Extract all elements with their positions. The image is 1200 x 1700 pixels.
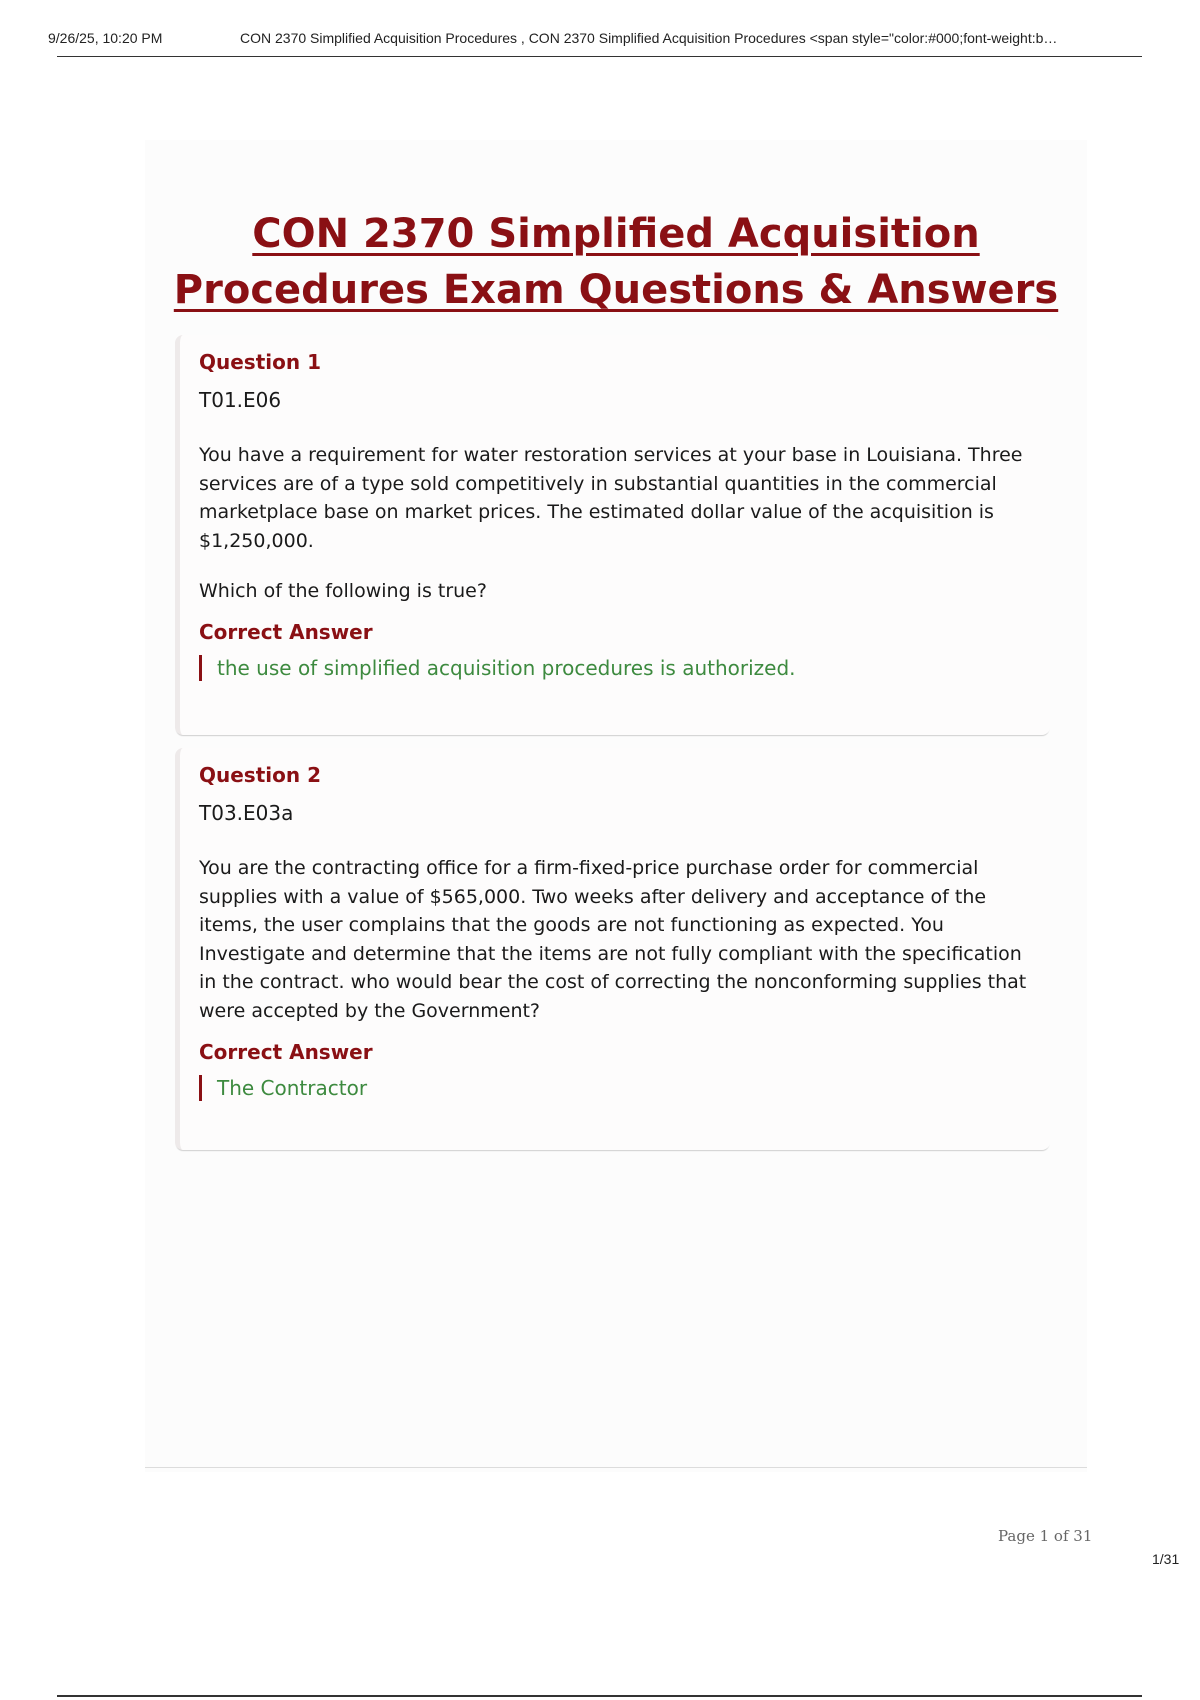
correct-answer xyxy=(199,654,1029,682)
print-page-count: 1/31 xyxy=(1152,1551,1180,1567)
answer-accent-bar xyxy=(199,1075,202,1101)
question-card xyxy=(175,748,1050,1150)
question-prompt: Which of the following is true? xyxy=(199,580,487,602)
correct-answer-text: The Contractor xyxy=(217,1076,368,1100)
correct-answer xyxy=(199,1074,1029,1102)
question-code: T03.E03a xyxy=(199,801,294,825)
header-divider xyxy=(57,56,1142,57)
question-heading: Question 2 xyxy=(199,763,321,787)
correct-answer-text: the use of simplified acquisition procedures is authorized. xyxy=(217,656,796,680)
question-code: T01.E06 xyxy=(199,388,282,412)
print-header xyxy=(0,0,1200,60)
bottom-divider xyxy=(57,1695,1142,1697)
print-date: 9/26/25, 10:20 PM xyxy=(48,30,163,46)
question-text: You are the contracting office for a firm-fixed-price purchase order for commercial supplies with a value of $565,000. Two weeks after delivery and acceptance of the items, the user complains that the goods are not functioning as expected. You Investigate and determine that the items are not fully compliant with the specification in the contract. who would bear the cost of correcting the nonconforming supplies that were accepted by the Government? xyxy=(199,857,1027,1022)
correct-answer-heading: Correct Answer xyxy=(199,620,373,644)
document-title xyxy=(145,206,1087,318)
question-text: You have a requirement for water restoration services at your base in Louisiana. Three services are of a type sold competitively in substantial quantities in the commercial marketplace base on market prices. The estimated dollar value of the acquisition is $1,250,000. xyxy=(199,444,1023,552)
document-title-line-1: CON 2370 Simplified Acquisition xyxy=(252,211,980,257)
answer-accent-bar xyxy=(199,655,202,681)
page-label: Page 1 of 31 xyxy=(998,1527,1093,1545)
question-heading: Question 1 xyxy=(199,350,321,374)
document-title-line-2: Procedures Exam Questions & Answers xyxy=(173,267,1059,313)
document-page xyxy=(145,140,1087,1472)
correct-answer-heading: Correct Answer xyxy=(199,1040,373,1064)
footer-divider xyxy=(145,1467,1087,1468)
print-title: CON 2370 Simplified Acquisition Procedures , CON 2370 Simplified Acquisition Procedures <span style="color:#000;font-weight:b… xyxy=(240,30,1058,46)
question-card xyxy=(175,335,1050,735)
